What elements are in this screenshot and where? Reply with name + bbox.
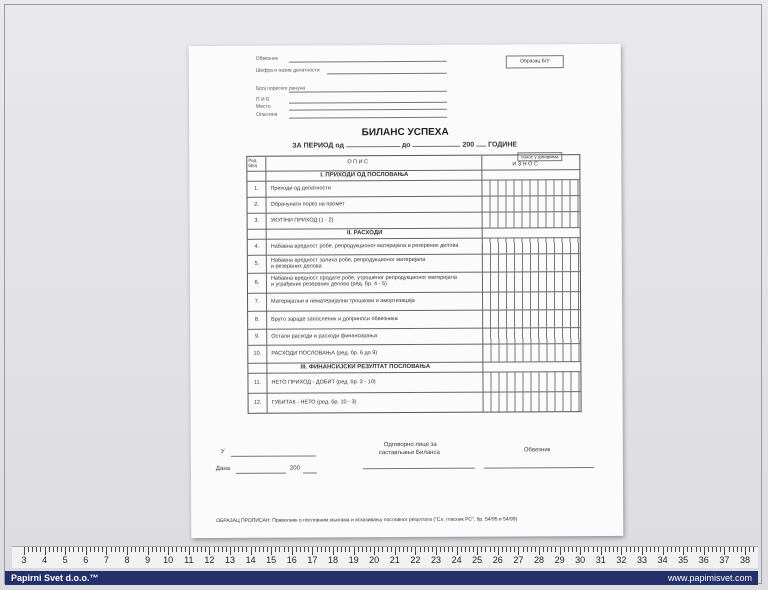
brand-right: www.papimisvet.com: [667, 573, 752, 583]
ruler-tick: [374, 547, 375, 555]
ruler-tick: [477, 547, 478, 555]
brand-left: Papirni Svet d.o.o.™: [11, 573, 99, 583]
ruler-tick: [251, 547, 252, 555]
ruler-minor-tick: [543, 547, 544, 552]
ruler-minor-tick: [181, 547, 182, 552]
ruler-minor-tick: [510, 547, 511, 552]
ruler-minor-tick: [246, 547, 247, 552]
ruler-tick: [230, 547, 231, 555]
ruler-minor-tick: [687, 547, 688, 552]
ruler-number: 6: [83, 555, 89, 565]
row-description-cont: и уграђених резервних делова (ред. бр. 4 - 5): [270, 281, 387, 288]
ruler-tick: [127, 547, 128, 555]
ruler-tick: [457, 547, 458, 555]
amount-cells: [483, 343, 580, 362]
ruler-minor-tick: [696, 547, 697, 552]
row-number: 11.: [253, 379, 262, 386]
row-description: Остали расходи и расходи финансирања: [271, 333, 378, 340]
ruler-minor-tick: [214, 547, 215, 552]
ruler-tick: [560, 547, 561, 555]
ruler-minor-tick: [749, 547, 750, 552]
row-number: 7.: [254, 298, 260, 305]
ruler-number: 33: [636, 555, 648, 565]
amount-cells: [483, 211, 580, 228]
ruler-minor-tick: [28, 547, 29, 552]
ruler-minor-tick: [131, 547, 132, 552]
ruler-minor-tick: [90, 547, 91, 552]
period-years-label: ГОДИНЕ: [488, 141, 518, 149]
ruler-tick: [415, 547, 416, 555]
ruler-number: 9: [145, 555, 151, 565]
row-description: Материјални и нематеријални трошкови и амортизација: [271, 297, 415, 305]
ruler-number: 5: [62, 555, 68, 565]
ruler-minor-tick: [288, 547, 289, 552]
row-number: 5.: [254, 260, 260, 267]
ruler-minor-tick: [185, 547, 186, 552]
ruler-number: 8: [124, 555, 130, 565]
ruler-number: 14: [245, 555, 256, 565]
ruler-minor-tick: [366, 547, 367, 552]
ruler-minor-tick: [720, 547, 721, 552]
ruler-minor-tick: [362, 547, 363, 552]
ruler-minor-tick: [164, 547, 165, 552]
row-description: Бруто зараде запослених и доприноси обвезника: [271, 316, 398, 323]
ruler-minor-tick: [226, 547, 227, 552]
header-field-label: Место: [256, 103, 271, 110]
ruler-number: 31: [595, 555, 606, 565]
col-header-rb: Ред. број: [248, 157, 258, 168]
ruler-tick: [65, 547, 66, 555]
ruler-minor-tick: [514, 547, 515, 552]
ruler-minor-tick: [527, 547, 528, 552]
header-field-label: Шифра и назив делатности: [255, 67, 320, 74]
ruler-minor-tick: [638, 547, 639, 552]
amount-cells: [483, 271, 580, 292]
ruler-minor-tick: [82, 547, 83, 552]
ruler-minor-tick: [588, 547, 589, 552]
ruler-minor-tick: [403, 547, 404, 552]
ruler-minor-tick: [329, 547, 330, 552]
ruler-minor-tick: [387, 547, 388, 552]
row-description: Набавна вредност робе, репродукционог материјала и резервних делова: [270, 242, 459, 250]
ruler-tick: [106, 547, 107, 555]
ruler-minor-tick: [205, 547, 206, 552]
row-number: 6.: [254, 279, 260, 286]
ruler-minor-tick: [485, 547, 486, 552]
taxpayer-label: Обвезник: [523, 447, 551, 454]
header-field-line: [289, 117, 447, 119]
ruler-tick: [498, 547, 499, 555]
ruler-minor-tick: [222, 547, 223, 552]
ruler-tick: [86, 547, 87, 555]
ruler-tick: [518, 547, 519, 555]
ruler-number: 35: [678, 555, 689, 565]
ruler-minor-tick: [716, 547, 717, 552]
ruler-tick: [745, 547, 746, 555]
responsible-person-line2: састављање Биланса: [378, 449, 440, 457]
ruler-minor-tick: [564, 547, 565, 552]
ruler-minor-tick: [691, 547, 692, 552]
ruler-minor-tick: [753, 547, 754, 552]
ruler-minor-tick: [630, 547, 631, 552]
header-field-line: [289, 61, 447, 63]
ruler-minor-tick: [259, 547, 260, 552]
ruler-number: 11: [184, 555, 194, 565]
ruler-number: 22: [410, 555, 421, 565]
ruler-minor-tick: [197, 547, 198, 552]
ruler-number: 29: [554, 555, 565, 565]
ruler-minor-tick: [584, 547, 585, 552]
row-description: НЕТО ПРИХОД - ДОБИТ (ред. бр. 3 - 10): [271, 379, 376, 386]
ruler-minor-tick: [263, 547, 264, 552]
ruler-number: 7: [103, 555, 109, 565]
ruler-number: 15: [266, 555, 277, 565]
ruler-minor-tick: [57, 547, 58, 552]
ruler-minor-tick: [69, 547, 70, 552]
ruler-minor-tick: [61, 547, 62, 552]
ruler-tick: [333, 547, 334, 555]
ruler-tick: [642, 547, 643, 555]
ruler-minor-tick: [36, 547, 37, 552]
ruler-minor-tick: [152, 547, 153, 552]
ruler-minor-tick: [172, 547, 173, 552]
ruler-minor-tick: [523, 547, 524, 552]
ruler-minor-tick: [317, 547, 318, 552]
ruler-tick: [312, 547, 313, 555]
measuring-ruler: [12, 546, 758, 568]
ruler-minor-tick: [675, 547, 676, 552]
ruler-number: 16: [286, 555, 297, 565]
ruler-tick: [45, 547, 46, 555]
ruler-minor-tick: [267, 547, 268, 552]
ruler-minor-tick: [654, 547, 655, 552]
header-field-line: [289, 109, 447, 111]
ruler-minor-tick: [634, 547, 635, 552]
header-field-line: [289, 102, 447, 104]
ruler-tick: [436, 547, 437, 555]
ruler-minor-tick: [201, 547, 202, 552]
ruler-number: 25: [472, 555, 483, 565]
amount-cells: [483, 237, 580, 254]
ruler-minor-tick: [139, 547, 140, 552]
ruler-minor-tick: [279, 547, 280, 552]
income-table: [246, 154, 581, 414]
ruler-minor-tick: [609, 547, 610, 552]
ruler-minor-tick: [123, 547, 124, 552]
ruler-minor-tick: [708, 547, 709, 552]
ruler-minor-tick: [53, 547, 54, 552]
ruler-minor-tick: [613, 547, 614, 552]
ruler-tick: [601, 547, 602, 555]
row-number: 1.: [254, 185, 259, 192]
ruler-minor-tick: [321, 547, 322, 552]
ruler-minor-tick: [448, 547, 449, 552]
ruler-minor-tick: [737, 547, 738, 552]
responsible-person-line1: Одговорно лице за: [383, 441, 437, 449]
period-to-label: до: [401, 141, 411, 150]
row-description: УКУПНИ ПРИХОД (1 - 2): [270, 217, 334, 224]
ruler-number: 10: [163, 555, 174, 565]
ruler-number: 27: [513, 555, 524, 565]
ruler-minor-tick: [358, 547, 359, 552]
ruler-number: 18: [327, 555, 339, 565]
ruler-minor-tick: [551, 547, 552, 552]
row-description-cont: и резервних делова: [270, 263, 322, 270]
ruler-minor-tick: [242, 547, 243, 552]
ruler-minor-tick: [156, 547, 157, 552]
amount-cells: [483, 327, 580, 344]
row-description: Набавна вредност продате робе, утрошеног репродукционог материјала: [270, 274, 457, 282]
row-number: 9.: [254, 333, 260, 340]
ruler-number: 21: [389, 555, 400, 565]
ruler-minor-tick: [143, 547, 144, 552]
amount-cells: [483, 195, 580, 212]
ruler-minor-tick: [341, 547, 342, 552]
ruler-tick: [539, 547, 540, 555]
ruler-minor-tick: [304, 547, 305, 552]
period-year: 200: [462, 141, 475, 149]
ruler-minor-tick: [700, 547, 701, 552]
ruler-minor-tick: [576, 547, 577, 552]
ruler-tick: [580, 547, 581, 555]
ruler-number: 4: [42, 555, 48, 565]
ruler-tick: [663, 547, 664, 555]
ruler-minor-tick: [593, 547, 594, 552]
ruler-minor-tick: [411, 547, 412, 552]
ruler-tick: [704, 547, 705, 555]
ruler-number: 3: [21, 555, 27, 565]
amount-note: износ у динарима: [517, 152, 562, 161]
ruler-number: 34: [657, 555, 668, 565]
ruler-minor-tick: [160, 547, 161, 552]
form-prescribed-note: ОБРАЗАЦ ПРОПИСАН: Правилник о пословним књигама и исказивању пословног резултата ("Сл. гласник РС", бр. 54/95 и 54/99): [216, 516, 518, 524]
period-from-label: ЗА ПЕРИОД од: [292, 142, 344, 150]
row-number: 12.: [253, 399, 262, 406]
header-field-label: Обвезник: [255, 55, 278, 62]
ruler-minor-tick: [325, 547, 326, 552]
ruler-number: 19: [348, 555, 359, 565]
ruler-minor-tick: [481, 547, 482, 552]
ruler-minor-tick: [667, 547, 668, 552]
ruler-minor-tick: [490, 547, 491, 552]
ruler-minor-tick: [605, 547, 606, 552]
ruler-minor-tick: [461, 547, 462, 552]
ruler-minor-tick: [597, 547, 598, 552]
ruler-number: 38: [739, 555, 751, 565]
form-code-box: Образац Б/У: [506, 55, 564, 68]
ruler-number: 13: [224, 555, 236, 565]
ruler-minor-tick: [111, 547, 112, 552]
ruler-number: 24: [451, 555, 462, 565]
ruler-tick: [271, 547, 272, 555]
period-line: [292, 141, 517, 149]
ruler-minor-tick: [712, 547, 713, 552]
ruler-minor-tick: [370, 547, 371, 552]
ruler-minor-tick: [572, 547, 573, 552]
ruler-minor-tick: [432, 547, 433, 552]
ruler-minor-tick: [646, 547, 647, 552]
ruler-minor-tick: [473, 547, 474, 552]
row-description: РАСХОДИ ПОСЛОВАЊА (ред. бр. 6 до 9): [271, 350, 378, 357]
amount-cells: [483, 371, 580, 392]
balance-sheet-form: [189, 44, 624, 538]
row-description: ГУБИТАК - НЕТО (ред. бр. 10 - 3): [271, 399, 357, 406]
ruler-minor-tick: [729, 547, 730, 552]
ruler-number: 28: [533, 555, 545, 565]
ruler-minor-tick: [399, 547, 400, 552]
ruler-minor-tick: [135, 547, 136, 552]
ruler-tick: [148, 547, 149, 555]
ruler-minor-tick: [300, 547, 301, 552]
ruler-number: 30: [575, 555, 586, 565]
ruler-tick: [724, 547, 725, 555]
row-number: 3.: [254, 217, 259, 224]
ruler-minor-tick: [444, 547, 445, 552]
amount-cells: [483, 309, 580, 328]
section-title: I. ПРИХОДИ ОД ПОСЛОВАЊА: [320, 171, 409, 179]
ruler-tick: [354, 547, 355, 555]
col-header-iznos: И З Н О С: [512, 161, 538, 168]
ruler-tick: [683, 547, 684, 555]
ruler-minor-tick: [531, 547, 532, 552]
ruler-number: 20: [369, 555, 380, 565]
ruler-number: 37: [719, 555, 730, 565]
ruler-minor-tick: [617, 547, 618, 552]
row-number: 10.: [253, 350, 262, 357]
section-title: II. РАСХОДИ: [346, 230, 383, 237]
ruler-minor-tick: [407, 547, 408, 552]
ruler-tick: [292, 547, 293, 555]
header-field-label: Број пореског рачуна: [255, 85, 306, 92]
ruler-minor-tick: [73, 547, 74, 552]
amount-cells: [483, 253, 580, 272]
ruler-minor-tick: [494, 547, 495, 552]
ruler-minor-tick: [741, 547, 742, 552]
ruler-minor-tick: [555, 547, 556, 552]
row-description: Обрачунати порез на промет: [270, 201, 345, 208]
header-field-label: Општина: [256, 111, 278, 118]
ruler-minor-tick: [568, 547, 569, 552]
ruler-minor-tick: [679, 547, 680, 552]
ruler-minor-tick: [650, 547, 651, 552]
ruler-minor-tick: [98, 547, 99, 552]
row-number: 2.: [254, 201, 259, 208]
ruler-minor-tick: [440, 547, 441, 552]
ruler-minor-tick: [382, 547, 383, 552]
row-number: 4.: [254, 243, 260, 250]
amount-cells: [484, 391, 581, 412]
amount-cells: [483, 291, 580, 310]
ruler-tick: [209, 547, 210, 555]
row-description: Набавна вредност залиха робе, репродукционог материјала: [270, 256, 426, 264]
header-field-line: [289, 91, 447, 93]
col-header-opis: О П И С: [347, 159, 369, 166]
ruler-minor-tick: [465, 547, 466, 552]
ruler-minor-tick: [32, 547, 33, 552]
brand-bar: [5, 571, 758, 585]
amount-cells: [482, 179, 579, 196]
ruler-minor-tick: [452, 547, 453, 552]
ruler-minor-tick: [238, 547, 239, 552]
ruler-tick: [24, 547, 25, 555]
header-field-line: [327, 73, 447, 75]
ruler-minor-tick: [102, 547, 103, 552]
footer-place-label: У: [220, 448, 225, 455]
ruler-minor-tick: [349, 547, 350, 552]
ruler-minor-tick: [428, 547, 429, 552]
ruler-tick: [621, 547, 622, 555]
ruler-minor-tick: [547, 547, 548, 552]
ruler-minor-tick: [49, 547, 50, 552]
row-number: 8.: [254, 316, 260, 323]
ruler-number: 17: [307, 555, 318, 565]
section-title: III. ФИНАНСИЈСКИ РЕЗУЛТАТ ПОСЛОВАЊА: [300, 363, 431, 371]
ruler-minor-tick: [275, 547, 276, 552]
ruler-minor-tick: [40, 547, 41, 552]
ruler-minor-tick: [733, 547, 734, 552]
ruler-tick: [395, 547, 396, 555]
ruler-minor-tick: [671, 547, 672, 552]
ruler-minor-tick: [626, 547, 627, 552]
ruler-minor-tick: [658, 547, 659, 552]
ruler-minor-tick: [255, 547, 256, 552]
ruler-minor-tick: [502, 547, 503, 552]
ruler-minor-tick: [469, 547, 470, 552]
ruler-minor-tick: [378, 547, 379, 552]
footer-date-label: Дана: [215, 465, 231, 472]
ruler-minor-tick: [506, 547, 507, 552]
ruler-minor-tick: [78, 547, 79, 552]
ruler-minor-tick: [284, 547, 285, 552]
ruler-tick: [168, 547, 169, 555]
ruler-tick: [189, 547, 190, 555]
ruler-minor-tick: [420, 547, 421, 552]
ruler-minor-tick: [296, 547, 297, 552]
ruler-minor-tick: [535, 547, 536, 552]
ruler-number: 12: [204, 555, 215, 565]
ruler-number: 26: [492, 555, 503, 565]
ruler-minor-tick: [391, 547, 392, 552]
ruler-minor-tick: [94, 547, 95, 552]
form-title: БИЛАНС УСПЕХА: [361, 126, 449, 139]
ruler-minor-tick: [176, 547, 177, 552]
ruler-minor-tick: [119, 547, 120, 552]
ruler-minor-tick: [345, 547, 346, 552]
ruler-minor-tick: [193, 547, 194, 552]
ruler-number: 36: [698, 555, 709, 565]
ruler-minor-tick: [115, 547, 116, 552]
row-description: Приходи од делатности: [270, 185, 331, 192]
ruler-minor-tick: [218, 547, 219, 552]
ruler-minor-tick: [234, 547, 235, 552]
ruler-minor-tick: [424, 547, 425, 552]
ruler-minor-tick: [308, 547, 309, 552]
footer-year: 200: [289, 465, 300, 472]
ruler-number: 23: [430, 555, 442, 565]
header-field-label: П И Б: [255, 96, 270, 103]
ruler-minor-tick: [337, 547, 338, 552]
ruler-number: 32: [616, 555, 627, 565]
